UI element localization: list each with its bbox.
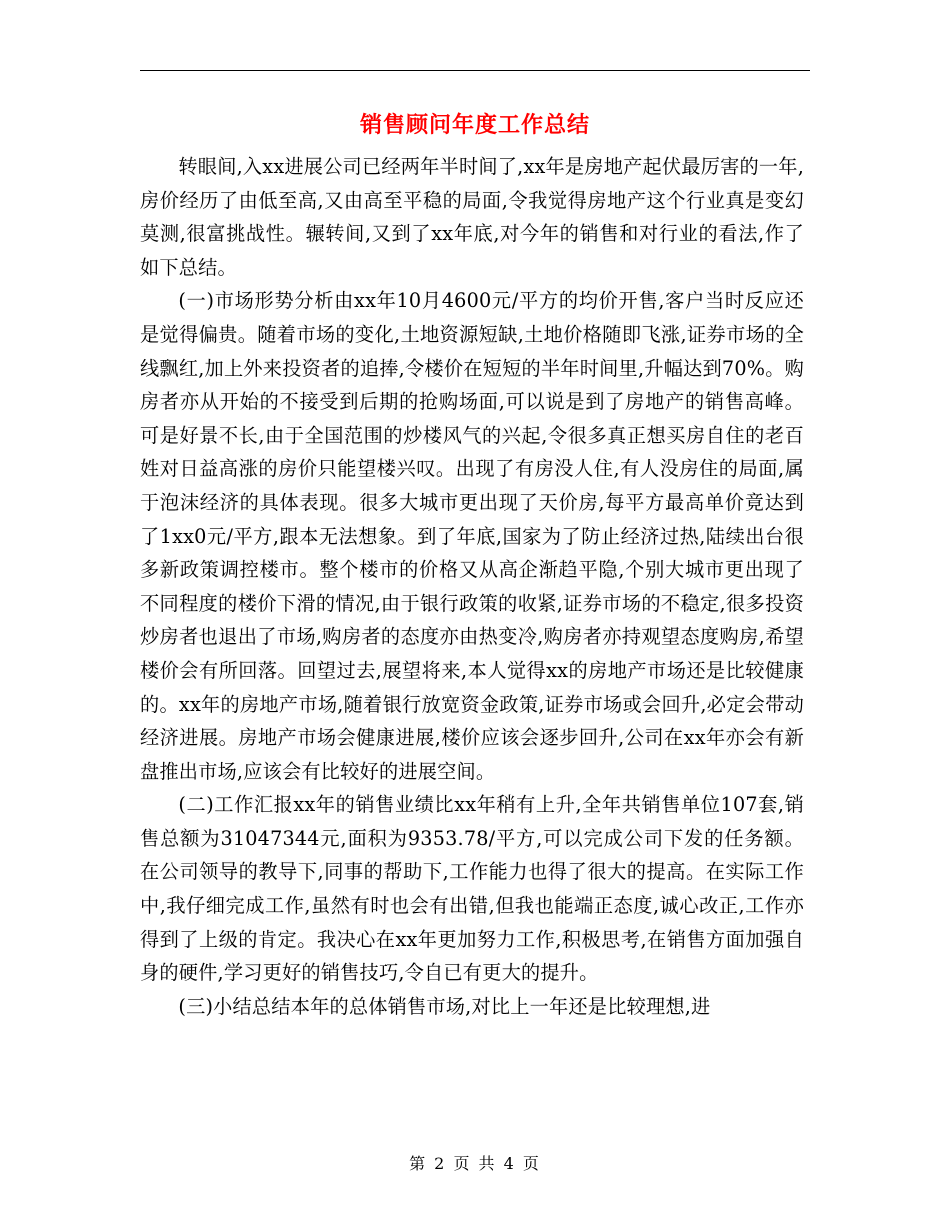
paragraph-summary: (三)小结总结本年的总体销售市场,对比上一年还是比较理想,进 xyxy=(178,994,711,1018)
document-body xyxy=(140,150,804,1023)
page-number: 第 2 页 共 4 页 xyxy=(409,1154,541,1173)
document-title: 销售顾问年度工作总结 xyxy=(359,112,590,138)
paragraph-work-report: (二)工作汇报xx年的销售业绩比xx年稍有上升,全年共销售单位107套,销售总额为31047344元,面积为9353.78/平方,可以完成公司下发的任务额。在公司领导的教导下,同事的帮助下,工作能力也得了很大的提高。在实际工作中,我仔细完成工作,虽然有时也会有出错,但我也能端正态度,诚心改正,工作亦得到了上级的肯定。我决心在xx年更加努力工作,积极思考,在销售方面加强自身的硬件,学习更好的销售技巧,令自已有更大的提升。 xyxy=(140,793,804,985)
paragraph-intro: 转眼间,入xx进展公司已经两年半时间了,xx年是房地产起伏最厉害的一年,房价经历了由低至高,又由高至平稳的局面,令我觉得房地产这个行业真是变幻莫测,很富挑战性。辗转间,又到了xx年底,对今年的销售和对行业的看法,作了如下总结。 xyxy=(140,155,804,279)
paragraph-market-analysis: (一)市场形势分析由xx年10月4600元/平方的均价开售,客户当时反应还是觉得偏贵。随着市场的变化,土地资源短缺,土地价格随即飞涨,证券市场的全线飘红,加上外来投资者的追捧,令楼价在短短的半年时间里,升幅达到70%。购房者亦从开始的不接受到后期的抢购场面,可以说是到了房地产的销售高峰。可是好景不长,由于全国范围的炒楼风气的兴起,令很多真正想买房自住的老百姓对日益高涨的房价只能望楼兴叹。出现了有房没人住,有人没房住的局面,属于泡沫经济的具体表现。很多大城市更出现了天价房,每平方最高单价竟达到了1xx0元/平方,跟本无法想象。到了年底,国家为了防止经济过热,陆续出台很多新政策调控楼市。整个楼市的价格又从高企渐趋平隐,个别大城市更出现了不同程度的楼价下滑的情况,由于银行政策的收紧,证券市场的不稳定,很多投资炒房者也退出了市场,购房者的态度亦由热变冷,购房者亦持观望态度购房,希望楼价会有所回落。回望过去,展望将来,本人觉得xx的房地产市场还是比较健康的。xx年的房地产市场,随着银行放宽资金政策,证券市场或会回升,必定会带动经济进展。房地产市场会健康进展,楼价应该会逐步回升,公司在xx年亦会有新盘推出市场,应该会有比较好的进展空间。 xyxy=(140,289,804,783)
header-rule xyxy=(140,70,810,71)
